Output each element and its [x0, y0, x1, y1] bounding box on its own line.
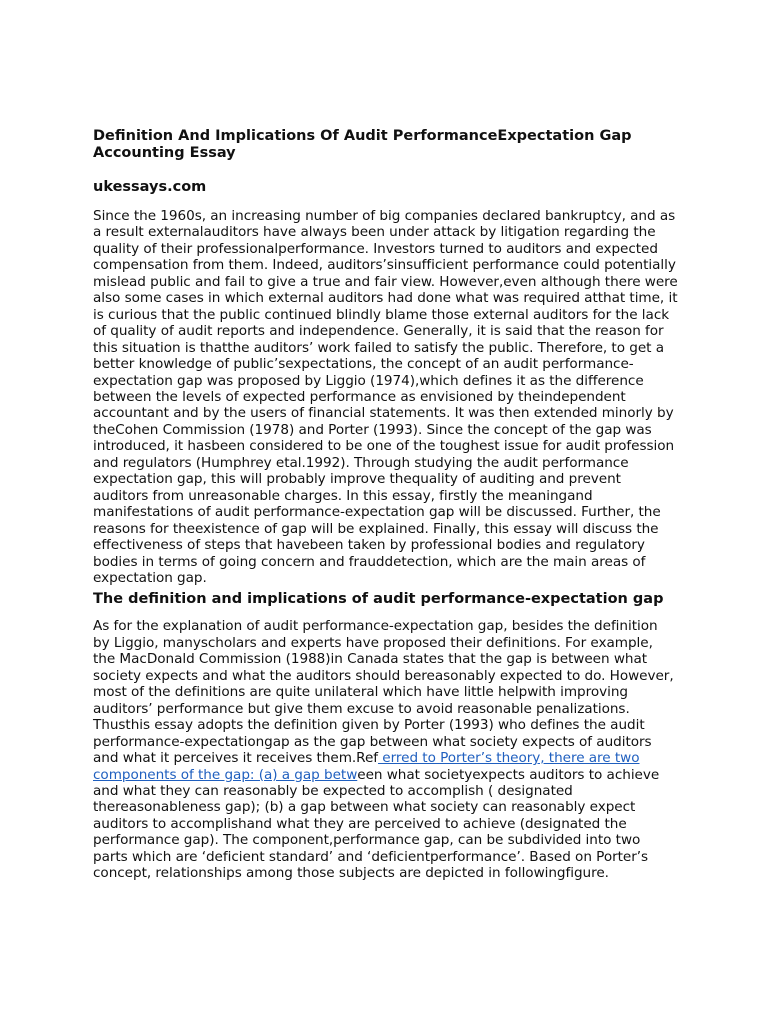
- intro-paragraph: Since the 1960s, an increasing number of big companies declared bankruptcy, and as a result externalauditors have always been under attack by litigation regarding the quality of their professionalperformance. Investors turned to auditors and expected compensation from them. Indeed, auditors’sinsufficient performance could potentially mislead public and fail to give a true and fair view. However,even although there were also some cases in which external auditors had done what was required atthat time, it is curious that the public continued blindly blame those external auditors for the lack of quality of audit reports and independence. Generally, it is said that the reason for this situation is thatthe auditors’ work failed to satisfy the public. Therefore, to get a better knowledge of public’sexpectations, the concept of an audit performance-expectation gap was proposed by Liggio (1974),which defines it as the difference between the levels of expected performance as envisioned by theindependent accountant and by the users of financial statements. It was then extended minorly by theCohen Commission (1978) and Porter (1993). Since the concept of the gap was introduced, it hasbeen considered to be one of the toughest issue for audit profession and regulators (Humphrey etal.1992). Through studying the audit performance expectation gap, this will probably improve thequality of auditing and prevent auditors from unreasonable charges. In this essay, firstly the meaningand manifestations of audit performance-expectation gap will be discussed. Further, the reasons for theexistence of gap will be explained. Finally, this essay will discuss the effectiveness of steps that havebeen taken by professional bodies and regulatory bodies in terms of going concern and frauddetection, which are the main areas of expectation gap.: [93, 208, 678, 586]
- definition-text-part-1: As for the explanation of audit performance-expectation gap, besides the definition by Liggio, manyscholars and experts have proposed their definitions. For example, the MacDonald Commission (1988)in Canada states that the gap is between what society expects and what the auditors should bereasonably expected to do. However, most of the definitions are quite unilateral which have little helpwith improving auditors’ performance but give them excuse to avoid reasonable penalizations. Thusthis essay adopts the definition given by Porter (1993) who defines the audit performance-expectationgap as the gap between what society expects of auditors and what it perceives it receives them.Ref: [93, 618, 674, 767]
- definition-paragraph: [93, 618, 678, 881]
- source-site: ukessays.com: [93, 179, 207, 195]
- section-heading: The definition and implications of audit performance-expectation gap: [93, 591, 664, 608]
- essay-title: Definition And Implications Of Audit PerformanceExpectation Gap Accounting Essay: [93, 128, 632, 161]
- definition-text-part-2: een what societyexpects auditors to achieve and what they can reasonably be expected to accomplish ( designated thereasonableness gap); (b) a gap between what society can reasonably expect auditors to accomplishand what they are perceived to achieve (designated the performance gap). The component,performance gap, can be subdivided into two parts which are ‘deficient standard’ and ‘deficientperformance’. Based on Porter’s concept, relationships among those subjects are depicted in followingfigure.: [93, 766, 660, 882]
- porter-theory-link[interactable]: erred to Porter’s theory, there are two components of the gap: (a) a gap betw: [93, 750, 640, 783]
